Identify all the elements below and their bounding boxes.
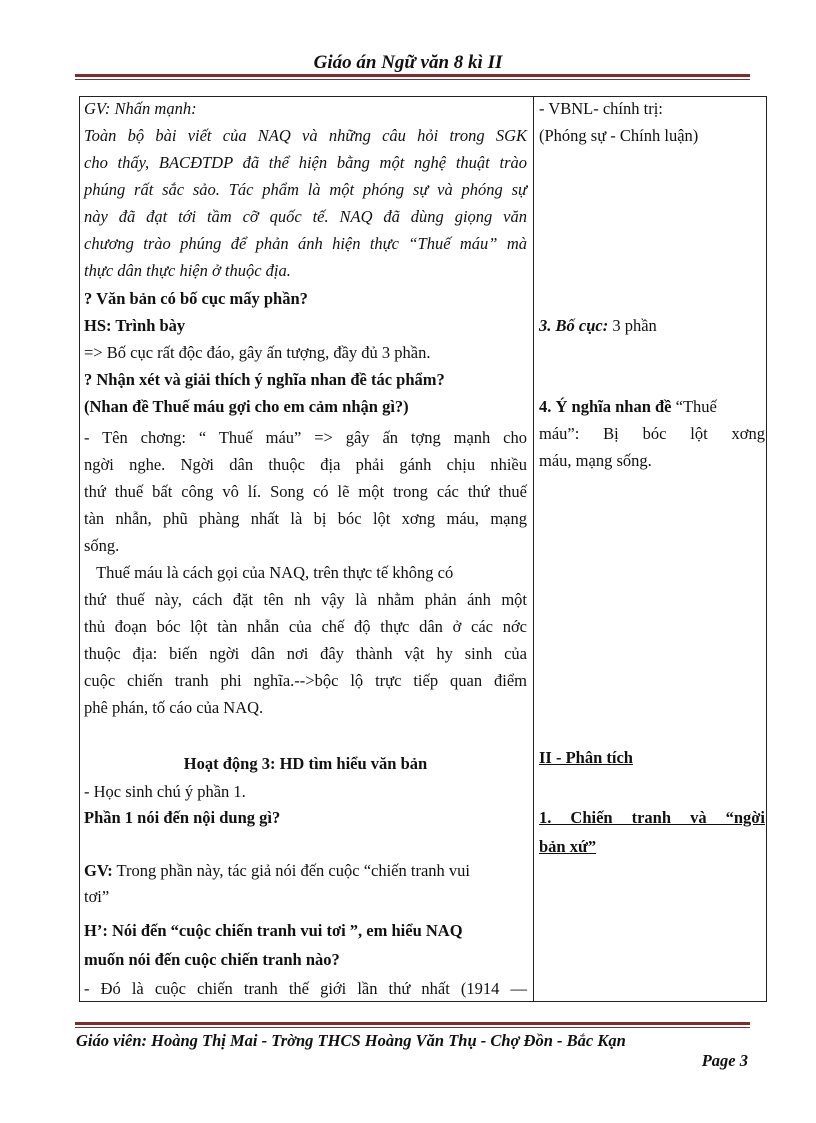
nhande-line-2: máu”: Bị bóc lột xơng [539,424,765,443]
para1-line: chương trào phúng để phản ánh hiện thực “Thuế máu” mà [84,234,527,253]
header-title: Giáo án Ngữ văn 8 kì II [313,52,503,73]
question-bocuc: ? Văn bản có bố cục mấy phần? [84,289,308,308]
question-nhande-sub: (Nhan đề Thuế máu gợi cho em cảm nhận gì?) [84,397,409,416]
para2-line: ngời nghe. Ngời dân thuộc địa phải gánh chịu nhiều [84,455,527,474]
nhande-value: “Thuế [671,397,717,416]
footer-text: Giáo viên: Hoàng Thị Mai - Trờng THCS Hoàng Văn Thụ - Chợ Đồn - Bắc Kạn [76,1031,626,1050]
para2-line: thứ thuế bất công vô lí. Song có lẽ một trong các thứ thuế [84,482,527,501]
nhande-line [539,397,765,417]
chientranh-heading: 1. Chiến tranh và “ngời [539,808,765,827]
bocuc-label: 3. Bố cục: [539,316,609,335]
hs-trinhbay: HS: Trình bày [84,316,186,335]
para1-line: cho thấy, BACĐTDP đã thể hiện bằng một nghệ thuật trào [84,153,527,172]
gv2-label: GV: [84,861,113,880]
para2-line: - Tên chơng: “ Thuế máu” => gây ấn tợng mạnh cho [84,428,527,447]
para1-line: phúng rất sắc sảo. Tác phẩm là một phóng sự và phóng sự [84,180,527,199]
para2-line: tàn nhẫn, phũ phàng nhất là bị bóc lột xơng máu, mạng [84,509,527,528]
column-divider [533,97,534,1001]
bocuc-line [539,316,765,336]
gv2-text: Trong phần này, tác giả nói đến cuộc “chiến tranh vui [112,861,470,880]
nhande-line-3: máu, mạng sống. [539,451,652,470]
footer-rule [75,1022,750,1028]
para1-line: Toàn bộ bài viết của NAQ và những câu hỏi trong SGK [84,126,527,145]
para1-line: thực dân thực hiện ở thuộc địa. [84,261,291,280]
question-nhande: ? Nhận xét và giải thích ý nghĩa nhan đề tác phẩm? [84,370,445,389]
hs-chuy: - Học sinh chú ý phần 1. [84,782,246,801]
h-question-2: muốn nói đến cuộc chiến tranh nào? [84,950,340,969]
para3-line: cuộc chiến tranh phi nghĩa.-->bộc lộ trực tiếp quan điểm [84,671,527,690]
question-phan1: Phần 1 nói đến nội dung gì? [84,808,281,827]
last-line: - Đó là cuộc chiến tranh thế giới lần thứ nhất (1914 — [84,979,527,998]
h-question: H’: Nói đến “cuộc chiến tranh vui tơi ”, em hiểu NAQ [84,921,463,940]
gv2-line [84,861,527,881]
para3-line: thủ đoạn bóc lột tàn nhẫn của chế độ thực dân ở các nớc [84,617,527,636]
bocuc-answer: => Bố cục rất độc đáo, gây ấn tượng, đầy đủ 3 phần. [84,343,431,362]
para2-line: sống. [84,536,120,555]
para3-line: Thuế máu là cách gọi của NAQ, trên thực tế không có [84,563,454,582]
nhande-label: 4. Ý nghĩa nhan đề [539,397,672,416]
para3-line: phê phán, tố cáo của NAQ. [84,698,264,717]
bocuc-value: 3 phần [608,316,657,335]
gv-emphasis: GV: Nhấn mạnh: [84,99,197,118]
para3-line: thuộc địa: biến ngời dân nơi đây thành vật hy sinh của [84,644,527,663]
phantich-heading: II - Phân tích [539,748,633,767]
para3-line: thứ thuế này, cách đặt tên nh vậy là nhằm phản ánh một [84,590,527,609]
lesson-table [79,96,767,1002]
vbnl: - VBNL- chính trị: [539,99,663,118]
header-rule [75,74,750,80]
hoatdong3-heading: Hoạt động 3: HD tìm hiểu văn bản [183,754,428,773]
page-number: Page 3 [701,1051,748,1070]
para1-line: này đã đạt tới tầm cỡ quốc tế. NAQ đã dùng giọng văn [84,207,527,226]
phongsu: (Phóng sự - Chính luận) [539,126,699,145]
gv2-line-2: tơi” [84,887,110,906]
chientranh-heading-2: bản xứ” [539,837,597,856]
